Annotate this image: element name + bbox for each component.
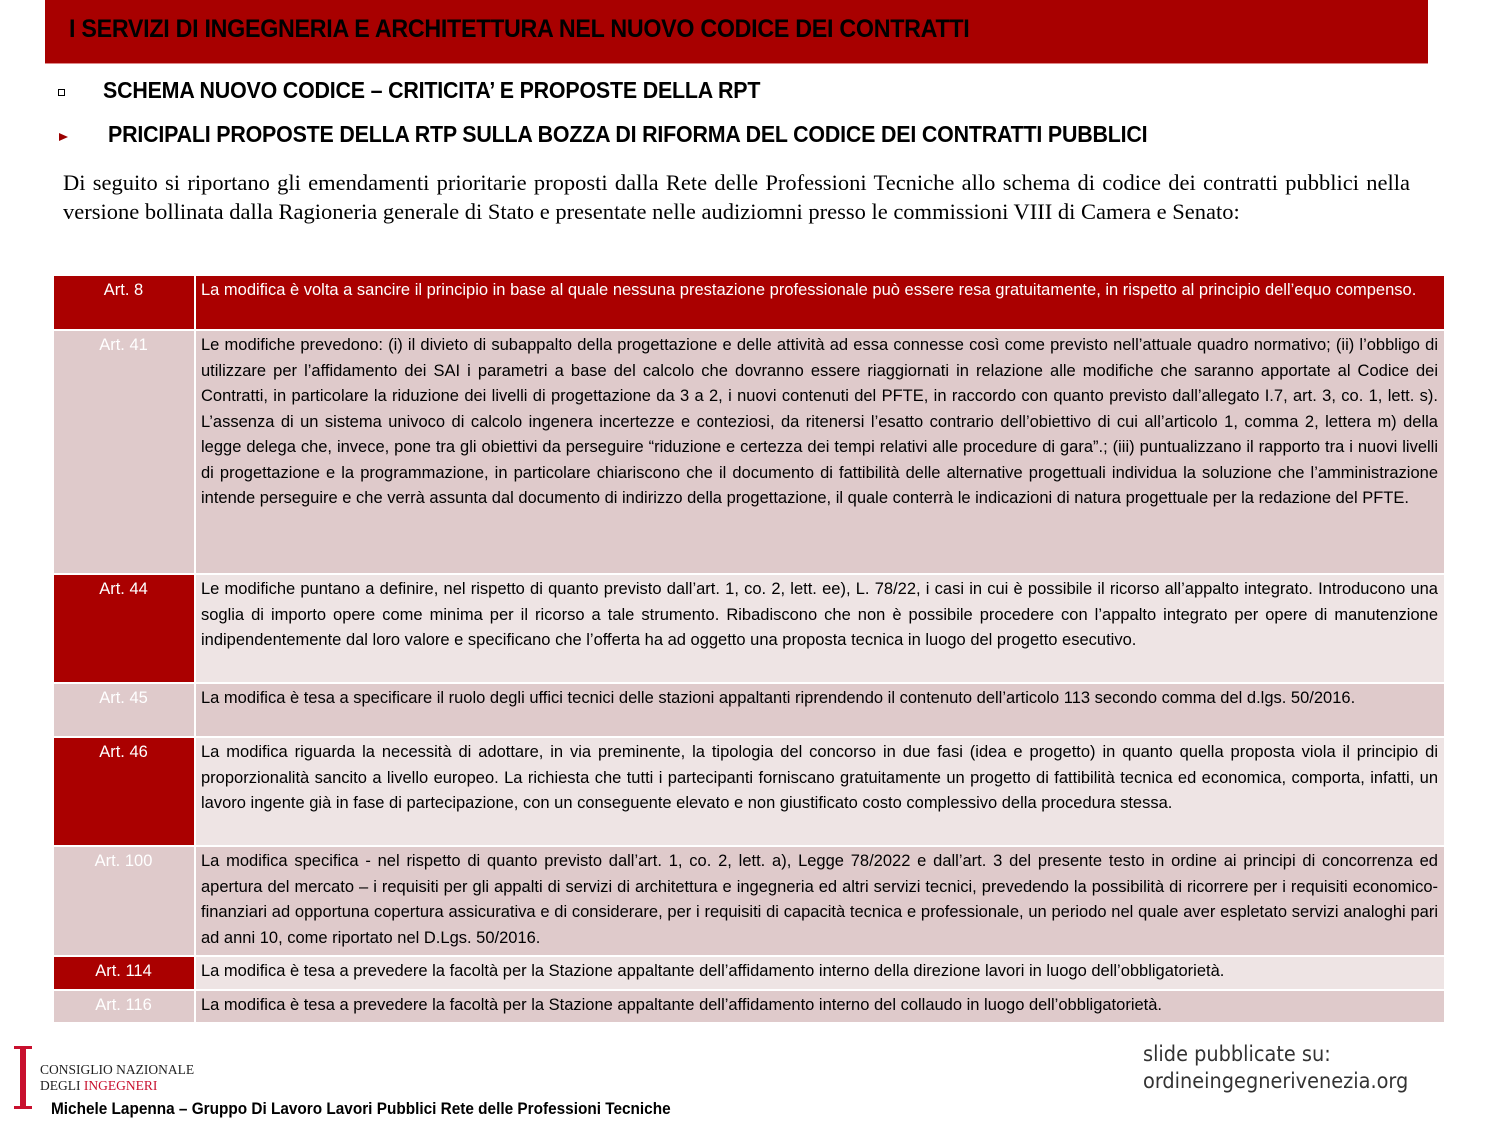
title-bar [45,0,1428,64]
bullet-text: SCHEMA NUOVO CODICE – CRITICITA’ E PROPOSTE DELLA RPT [103,77,761,103]
description-cell: La modifica è tesa a specificare il ruolo degli uffici tecnici delle stazioni appaltanti riprendendo il contenuto dell’articolo 113 secondo comma del d.lgs. 50/2016. [195,683,1445,737]
article-cell: Art. 41 [53,330,195,574]
amendments-table [52,274,1446,1024]
description-cell: Le modifiche prevedono: (i) il divieto di subappalto della progettazione e delle attività ad essa connesse così come previsto nell’attuale quadro normativo; (ii) l’obbligo di utilizzare per l’affidamento dei SAI i parametri a base del calcolo che dovranno essere riaggiornati in relazione alle modifiche che saranno apportate al Codice dei Contratti, in particolare la riduzione dei livelli di progettazione da 3 a 2, i nuovi contenuti del PFTE, in raccordo con quanto previsto dall’allegato I.7, art. 3, co. 1, lett. s). L’assenza di un sistema univoco di calcolo ingenera incertezze e conteziosi, da ritenersi l’esatto contrario dell’obiettivo di cui all’articolo 1, comma 2, lettera m) della legge delega che, invece, pone tra gli obiettivi da perseguire “riduzione e certezza dei tempi relativi alle procedure di gara”.; (iii) puntualizzano il rapporto tra i nuovi livelli di progettazione e la programmazione, in particolare chiariscono che il documento di fattibilità delle alternative progettuali individua la soluzione che l’amministrazione intende perseguire e che verrà assunta dal documento di indirizzo della progettazione, il quale conterrà le indicazioni di natura progettuale per la redazione del PFTE. [195,330,1445,574]
article-cell: Art. 44 [53,574,195,683]
table-row [53,683,1445,737]
article-cell: Art. 45 [53,683,195,737]
description-cell: La modifica riguarda la necessità di adottare, in via preminente, la tipologia del concorso in due fasi (idea e progetto) in quanto quella proposta viola il principio di proporzionalità sancito a livello europeo. La richiesta che tutti i partecipanti forniscano gratuitamente un progetto di fattibilità tecnica ed economica, comporta, infatti, un lavoro ingente già in fase di partecipazione, con un conseguente elevato e non giustificato costo complessivo della procedura stessa. [195,737,1445,846]
table-row [53,990,1445,1024]
article-cell: Art. 100 [53,846,195,956]
bullet-text: PRICIPALI PROPOSTE DELLA RTP SULLA BOZZA DI RIFORMA DEL CODICE DEI CONTRATTI PUBBLICI [108,121,1148,147]
logo-line-1: CONSIGLIO NAZIONALE [40,1062,195,1077]
article-cell: Art. 114 [53,956,195,990]
published-label: slide pubblicate su: [1143,1042,1331,1066]
description-cell: La modifica è volta a sancire il principio in base al quale nessuna prestazione professionale può essere resa gratuitamente, in rispetto al principio dell’equo compenso. [195,275,1445,330]
description-cell: La modifica specifica - nel rispetto di quanto previsto dall’art. 1, co. 2, lett. a), Legge 78/2022 e dall’art. 3 del presente testo in ordine ai principi di concorrenza ed apertura del mercato – i requisiti per gli appalti di servizi di architettura e ingegneria ed altri servizi tecnici, prevedendo la possibilità di ricorrere per i requisiti economico-finanziari ad opportuna copertura assicurativa e di considerare, per i requisiti di capacità tecnica e professionale, un periodo nel quale aver espletato servizi analoghi pari ad anni 10, come riportato nel D.Lgs. 50/2016. [195,846,1445,956]
arrow-bullet-icon [59,130,68,144]
published-site: ordineingegnerivenezia.org [1143,1069,1409,1093]
article-cell: Art. 8 [53,275,195,330]
article-cell: Art. 116 [53,990,195,1024]
table-row [53,737,1445,846]
published-note [1143,1041,1431,1095]
table-row [53,275,1445,330]
description-cell: Le modifiche puntano a definire, nel rispetto di quanto previsto dall’art. 1, co. 2, lett. ee), L. 78/22, i casi in cui è possibile il ricorso all’appalto integrato. Introducono una soglia di importo opere come minima per il ricorso a tale strumento. Ribadiscono che non è possibile procedere con l’appalto integrato per opere di manutenzione indipendentemente dal loro valore e specificano che l’offerta ha ad oggetto una proposta tecnica in luogo del progetto esecutivo. [195,574,1445,683]
table-row [53,956,1445,990]
table-row [53,574,1445,683]
description-cell: La modifica è tesa a prevedere la facoltà per la Stazione appaltante dell’affidamento interno della direzione lavori in luogo dell’obbligatorietà. [195,956,1445,990]
description-cell: La modifica è tesa a prevedere la facoltà per la Stazione appaltante dell’affidamento interno del collaudo in luogo dell’obbligatorietà. [195,990,1445,1024]
slide-title: I SERVIZI DI INGEGNERIA E ARCHITETTURA NEL NUOVO CODICE DEI CONTRATTI [69,15,970,43]
logo-line-2: DEGLI INGEGNERI [40,1078,158,1093]
table-row [53,846,1445,956]
footer-author: Michele Lapenna – Gruppo Di Lavoro Lavori Pubblici Rete delle Professioni Tecniche [51,1100,671,1118]
square-bullet-icon [58,85,65,99]
intro-paragraph: Di seguito si riportano gli emendamenti prioritarie proposti dalla Rete delle Professioni Tecniche allo schema di codice dei contratti pubblici nella versione bollinata dalla Ragioneria generale di Stato e presentate nelle audiziomni presso le commissioni VIII di Camera e Senato: [63,170,1410,224]
table-row [53,330,1445,574]
article-cell: Art. 46 [53,737,195,846]
